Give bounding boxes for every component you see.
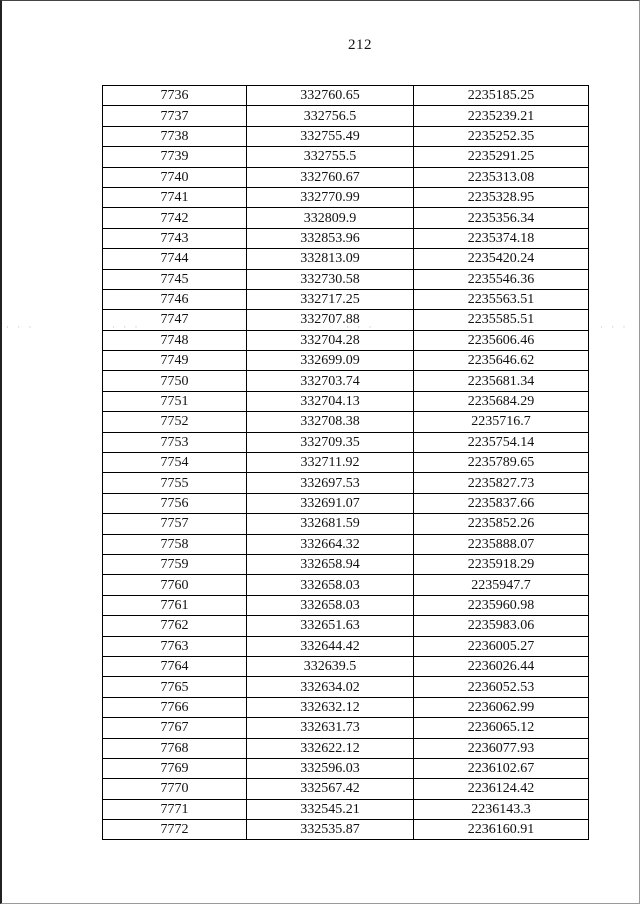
point-number-cell: 7742	[103, 208, 247, 228]
y-coordinate-cell: 2235837.66	[414, 493, 589, 513]
table-row	[103, 106, 589, 126]
table-row	[103, 412, 589, 432]
y-coordinate-cell: 2236026.44	[414, 656, 589, 676]
point-number-cell: 7737	[103, 106, 247, 126]
x-coordinate-cell: 332681.59	[247, 514, 414, 534]
table-row	[103, 208, 589, 228]
scan-artifact: · · ·	[346, 322, 375, 332]
y-coordinate-cell: 2235681.34	[414, 371, 589, 391]
x-coordinate-cell: 332709.35	[247, 432, 414, 452]
x-coordinate-cell: 332703.74	[247, 371, 414, 391]
y-coordinate-cell: 2235789.65	[414, 453, 589, 473]
point-number-cell: 7753	[103, 432, 247, 452]
point-number-cell: 7743	[103, 228, 247, 248]
x-coordinate-cell: 332639.5	[247, 656, 414, 676]
table-row	[103, 718, 589, 738]
y-coordinate-cell: 2235252.35	[414, 126, 589, 146]
y-coordinate-cell: 2235374.18	[414, 228, 589, 248]
table-row	[103, 473, 589, 493]
table-row	[103, 432, 589, 452]
x-coordinate-cell: 332691.07	[247, 493, 414, 513]
x-coordinate-cell: 332708.38	[247, 412, 414, 432]
x-coordinate-cell: 332704.28	[247, 330, 414, 350]
point-number-cell: 7767	[103, 718, 247, 738]
y-coordinate-cell: 2235827.73	[414, 473, 589, 493]
point-number-cell: 7764	[103, 656, 247, 676]
point-number-cell: 7738	[103, 126, 247, 146]
table-row	[103, 636, 589, 656]
point-number-cell: 7761	[103, 595, 247, 615]
x-coordinate-cell: 332707.88	[247, 310, 414, 330]
x-coordinate-cell: 332809.9	[247, 208, 414, 228]
x-coordinate-cell: 332711.92	[247, 453, 414, 473]
table-row	[103, 493, 589, 513]
y-coordinate-cell: 2235313.08	[414, 167, 589, 187]
y-coordinate-cell: 2236052.53	[414, 677, 589, 697]
y-coordinate-cell: 2235888.07	[414, 534, 589, 554]
point-number-cell: 7763	[103, 636, 247, 656]
table-row	[103, 697, 589, 717]
x-coordinate-cell: 332697.53	[247, 473, 414, 493]
y-coordinate-cell: 2235239.21	[414, 106, 589, 126]
table-row	[103, 167, 589, 187]
table-row	[103, 575, 589, 595]
x-coordinate-cell: 332634.02	[247, 677, 414, 697]
y-coordinate-cell: 2235606.46	[414, 330, 589, 350]
point-number-cell: 7747	[103, 310, 247, 330]
y-coordinate-cell: 2235960.98	[414, 595, 589, 615]
table-row	[103, 799, 589, 819]
table-row	[103, 269, 589, 289]
x-coordinate-cell: 332545.21	[247, 799, 414, 819]
x-coordinate-cell: 332756.5	[247, 106, 414, 126]
table-row	[103, 126, 589, 146]
table-row	[103, 147, 589, 167]
y-coordinate-cell: 2236102.67	[414, 758, 589, 778]
scan-artifact: · · ·	[6, 322, 35, 332]
point-number-cell: 7752	[103, 412, 247, 432]
x-coordinate-cell: 332813.09	[247, 249, 414, 269]
y-coordinate-cell: 2236065.12	[414, 718, 589, 738]
x-coordinate-cell: 332755.49	[247, 126, 414, 146]
table-row	[103, 453, 589, 473]
point-number-cell: 7746	[103, 289, 247, 309]
y-coordinate-cell: 2236062.99	[414, 697, 589, 717]
y-coordinate-cell: 2235716.7	[414, 412, 589, 432]
y-coordinate-cell: 2235918.29	[414, 554, 589, 574]
point-number-cell: 7769	[103, 758, 247, 778]
table-row	[103, 86, 589, 106]
point-number-cell: 7768	[103, 738, 247, 758]
y-coordinate-cell: 2236124.42	[414, 779, 589, 799]
point-number-cell: 7745	[103, 269, 247, 289]
y-coordinate-cell: 2235684.29	[414, 391, 589, 411]
table-row	[103, 371, 589, 391]
y-coordinate-cell: 2235983.06	[414, 616, 589, 636]
table-row	[103, 289, 589, 309]
x-coordinate-cell: 332853.96	[247, 228, 414, 248]
x-coordinate-cell: 332664.32	[247, 534, 414, 554]
y-coordinate-cell: 2235754.14	[414, 432, 589, 452]
point-number-cell: 7772	[103, 820, 247, 840]
point-number-cell: 7765	[103, 677, 247, 697]
table-row	[103, 595, 589, 615]
y-coordinate-cell: 2235420.24	[414, 249, 589, 269]
table-row	[103, 534, 589, 554]
point-number-cell: 7771	[103, 799, 247, 819]
table-row	[103, 616, 589, 636]
x-coordinate-cell: 332699.09	[247, 351, 414, 371]
table-row	[103, 391, 589, 411]
coordinates-table	[102, 85, 589, 840]
table-row	[103, 351, 589, 371]
point-number-cell: 7756	[103, 493, 247, 513]
table-row	[103, 779, 589, 799]
point-number-cell: 7748	[103, 330, 247, 350]
x-coordinate-cell: 332658.03	[247, 575, 414, 595]
point-number-cell: 7762	[103, 616, 247, 636]
y-coordinate-cell: 2236077.93	[414, 738, 589, 758]
point-number-cell: 7754	[103, 453, 247, 473]
y-coordinate-cell: 2236143.3	[414, 799, 589, 819]
table-row	[103, 228, 589, 248]
x-coordinate-cell: 332704.13	[247, 391, 414, 411]
table-row	[103, 820, 589, 840]
y-coordinate-cell: 2235852.26	[414, 514, 589, 534]
x-coordinate-cell: 332632.12	[247, 697, 414, 717]
x-coordinate-cell: 332760.65	[247, 86, 414, 106]
table-row	[103, 677, 589, 697]
point-number-cell: 7750	[103, 371, 247, 391]
point-number-cell: 7749	[103, 351, 247, 371]
table-row	[103, 330, 589, 350]
x-coordinate-cell: 332770.99	[247, 187, 414, 207]
point-number-cell: 7760	[103, 575, 247, 595]
point-number-cell: 7757	[103, 514, 247, 534]
x-coordinate-cell: 332755.5	[247, 147, 414, 167]
table-row	[103, 554, 589, 574]
x-coordinate-cell: 332717.25	[247, 289, 414, 309]
point-number-cell: 7736	[103, 86, 247, 106]
y-coordinate-cell: 2235328.95	[414, 187, 589, 207]
point-number-cell: 7755	[103, 473, 247, 493]
y-coordinate-cell: 2235947.7	[414, 575, 589, 595]
x-coordinate-cell: 332760.67	[247, 167, 414, 187]
table-row	[103, 249, 589, 269]
y-coordinate-cell: 2235291.25	[414, 147, 589, 167]
point-number-cell: 7758	[103, 534, 247, 554]
x-coordinate-cell: 332622.12	[247, 738, 414, 758]
x-coordinate-cell: 332644.42	[247, 636, 414, 656]
point-number-cell: 7770	[103, 779, 247, 799]
x-coordinate-cell: 332651.63	[247, 616, 414, 636]
x-coordinate-cell: 332535.87	[247, 820, 414, 840]
x-coordinate-cell: 332631.73	[247, 718, 414, 738]
table-row	[103, 656, 589, 676]
x-coordinate-cell: 332596.03	[247, 758, 414, 778]
point-number-cell: 7751	[103, 391, 247, 411]
table-row	[103, 738, 589, 758]
x-coordinate-cell: 332730.58	[247, 269, 414, 289]
x-coordinate-cell: 332567.42	[247, 779, 414, 799]
coordinates-table-body	[103, 86, 589, 840]
y-coordinate-cell: 2235356.34	[414, 208, 589, 228]
point-number-cell: 7744	[103, 249, 247, 269]
y-coordinate-cell: 2235585.51	[414, 310, 589, 330]
y-coordinate-cell: 2235563.51	[414, 289, 589, 309]
table-row	[103, 310, 589, 330]
scan-artifact: · · ·	[112, 322, 141, 332]
y-coordinate-cell: 2235185.25	[414, 86, 589, 106]
point-number-cell: 7740	[103, 167, 247, 187]
point-number-cell: 7739	[103, 147, 247, 167]
y-coordinate-cell: 2236005.27	[414, 636, 589, 656]
scan-artifact: · · ·	[600, 322, 629, 332]
y-coordinate-cell: 2235646.62	[414, 351, 589, 371]
point-number-cell: 7741	[103, 187, 247, 207]
point-number-cell: 7766	[103, 697, 247, 717]
x-coordinate-cell: 332658.94	[247, 554, 414, 574]
y-coordinate-cell: 2235546.36	[414, 269, 589, 289]
table-row	[103, 758, 589, 778]
y-coordinate-cell: 2236160.91	[414, 820, 589, 840]
x-coordinate-cell: 332658.03	[247, 595, 414, 615]
page-number: 212	[348, 37, 372, 53]
table-row	[103, 514, 589, 534]
point-number-cell: 7759	[103, 554, 247, 574]
table-row	[103, 187, 589, 207]
